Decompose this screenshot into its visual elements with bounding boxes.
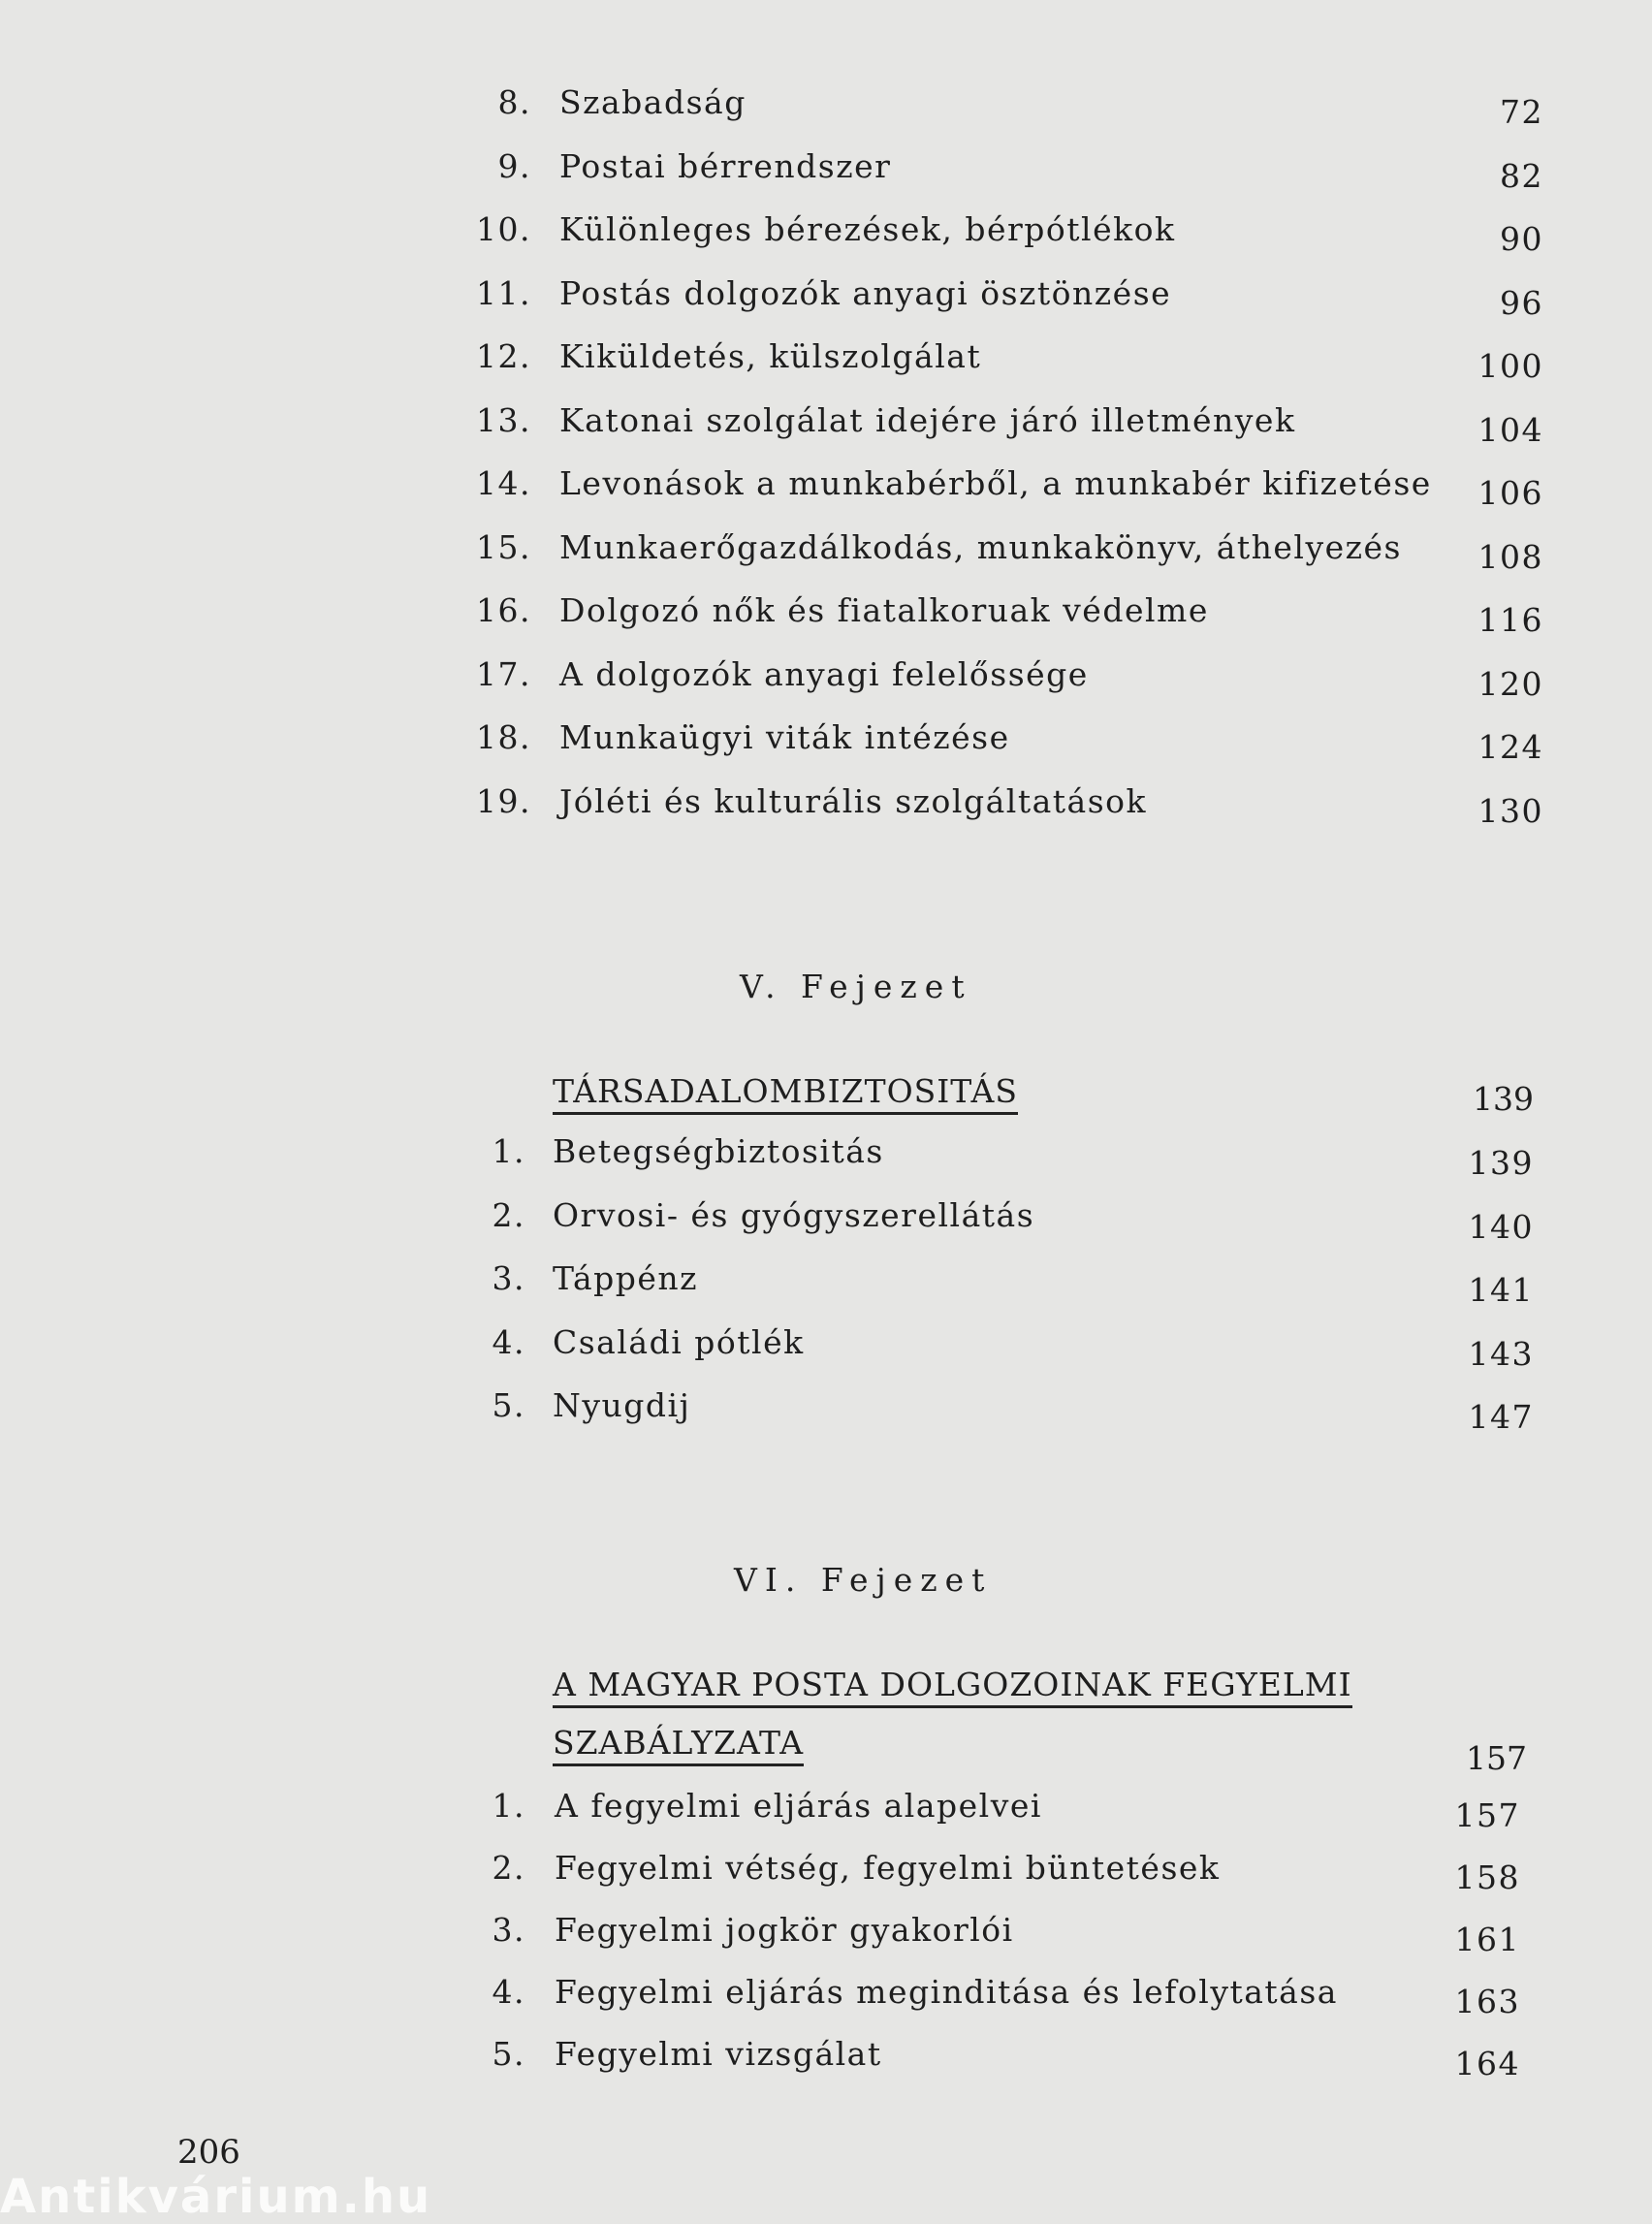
toc-entry-page: 108 <box>1477 537 1543 576</box>
page-number: 206 <box>177 2133 240 2172</box>
toc-entry-page: 164 <box>1454 2045 1520 2082</box>
chapter-6-title-page: 157 <box>1466 1739 1527 1777</box>
toc-entry-title: Szabadság <box>559 83 747 121</box>
toc-entry-title: Katonai szolgálat idejére járó illetmények <box>559 400 1296 439</box>
toc-entry-number: 1. <box>492 1787 525 1825</box>
toc-entry-number: 4. <box>492 1973 525 2011</box>
toc-entry-number: 8. <box>497 83 531 121</box>
toc-entry-number: 2. <box>492 1195 525 1234</box>
toc-entry-number: 5. <box>492 1386 525 1424</box>
toc-entry-page: 100 <box>1477 347 1543 385</box>
toc-entry-number: 16. <box>476 591 531 629</box>
toc-entry-number: 2. <box>492 1849 525 1887</box>
toc-entry-number: 15. <box>476 527 531 566</box>
toc-entry-page: 116 <box>1477 601 1543 639</box>
toc-entry-number: 1. <box>492 1132 525 1170</box>
toc-entry-number: 3. <box>492 1911 525 1949</box>
toc-entry-number: 10. <box>476 210 531 248</box>
toc-entry-page: 161 <box>1454 1921 1520 1958</box>
toc-entry-number: 13. <box>476 400 531 439</box>
toc-entry-title: Családi pótlék <box>553 1322 805 1361</box>
chapter-5-title: TÁRSADALOMBIZTOSITÁS <box>553 1072 1018 1110</box>
toc-entry-number: 19. <box>476 781 531 820</box>
toc-entry-title: A fegyelmi eljárás alapelvei <box>555 1787 1042 1825</box>
toc-entry-title: Jóléti és kulturális szolgáltatások <box>559 781 1148 820</box>
toc-entry-title: Postás dolgozók anyagi ösztönzése <box>559 273 1172 312</box>
toc-entry-title: Betegségbiztositás <box>553 1132 884 1170</box>
toc-entry-page: 147 <box>1468 1398 1534 1436</box>
toc-entry-page: 106 <box>1477 474 1543 512</box>
toc-entry-title: Munkaügyi viták intézése <box>559 718 1010 756</box>
toc-entry-page: 158 <box>1454 1859 1520 1896</box>
toc-entry-number: 12. <box>476 337 531 375</box>
toc-entry-title: Munkaerőgazdálkodás, munkakönyv, áthelyezés <box>559 527 1402 566</box>
toc-entry-number: 3. <box>492 1259 525 1297</box>
toc-entry-page: 130 <box>1477 791 1543 830</box>
watermark-logo: Antikvárium.hu <box>0 2170 432 2224</box>
toc-entry-title: A dolgozók anyagi felelőssége <box>559 654 1089 693</box>
toc-entry-number: 11. <box>476 273 531 312</box>
toc-entry-title: Fegyelmi eljárás meginditása és lefolytatása <box>555 1973 1338 2011</box>
toc-entry-number: 14. <box>476 464 531 502</box>
toc-entry-page: 157 <box>1454 1796 1520 1834</box>
toc-entry-number: 4. <box>492 1322 525 1361</box>
toc-entry-title: Kiküldetés, külszolgálat <box>559 337 982 375</box>
toc-entry-page: 124 <box>1477 728 1543 766</box>
chapter-6-heading: VI. Fejezet <box>734 1561 993 1599</box>
chapter-6-title-line-2: SZABÁLYZATA <box>553 1724 804 1762</box>
toc-entry-title: Postai bérrendszer <box>559 146 892 185</box>
toc-entry-title: Fegyelmi vétség, fegyelmi büntetések <box>555 1849 1221 1887</box>
toc-entry-page: 140 <box>1468 1207 1534 1246</box>
toc-entry-title: Különleges bérezések, bérpótlékok <box>559 210 1176 248</box>
toc-entry-number: 9. <box>497 146 531 185</box>
toc-entry-number: 17. <box>476 654 531 693</box>
toc-entry-number: 18. <box>476 718 531 756</box>
toc-entry-page: 90 <box>1500 220 1543 258</box>
toc-entry-page: 82 <box>1500 156 1543 195</box>
toc-entry-page: 72 <box>1500 93 1543 131</box>
toc-entry-title: Orvosi- és gyógyszerellátás <box>553 1195 1035 1234</box>
chapter-6-title-line-1: A MAGYAR POSTA DOLGOZOINAK FEGYELMI <box>553 1666 1352 1703</box>
toc-entry-title: Dolgozó nők és fiatalkoruak védelme <box>559 591 1209 629</box>
toc-entry-page: 163 <box>1454 1983 1520 2020</box>
toc-entry-page: 143 <box>1468 1334 1534 1373</box>
toc-entry-page: 104 <box>1477 410 1543 449</box>
toc-entry-title: Táppénz <box>553 1259 699 1297</box>
toc-entry-number: 5. <box>492 2035 525 2073</box>
toc-entry-page: 120 <box>1477 664 1543 703</box>
toc-entry-page: 139 <box>1468 1144 1534 1182</box>
toc-entry-title: Nyugdij <box>553 1386 691 1424</box>
toc-entry-page: 141 <box>1468 1271 1534 1309</box>
toc-entry-title: Levonások a munkabérből, a munkabér kifizetése <box>559 464 1432 502</box>
chapter-5-heading: V. Fejezet <box>740 968 972 1005</box>
toc-entry-title: Fegyelmi jogkör gyakorlói <box>555 1911 1014 1949</box>
toc-entry-page: 96 <box>1500 283 1543 322</box>
toc-entry-title: Fegyelmi vizsgálat <box>555 2035 882 2073</box>
chapter-5-title-page: 139 <box>1473 1080 1534 1118</box>
